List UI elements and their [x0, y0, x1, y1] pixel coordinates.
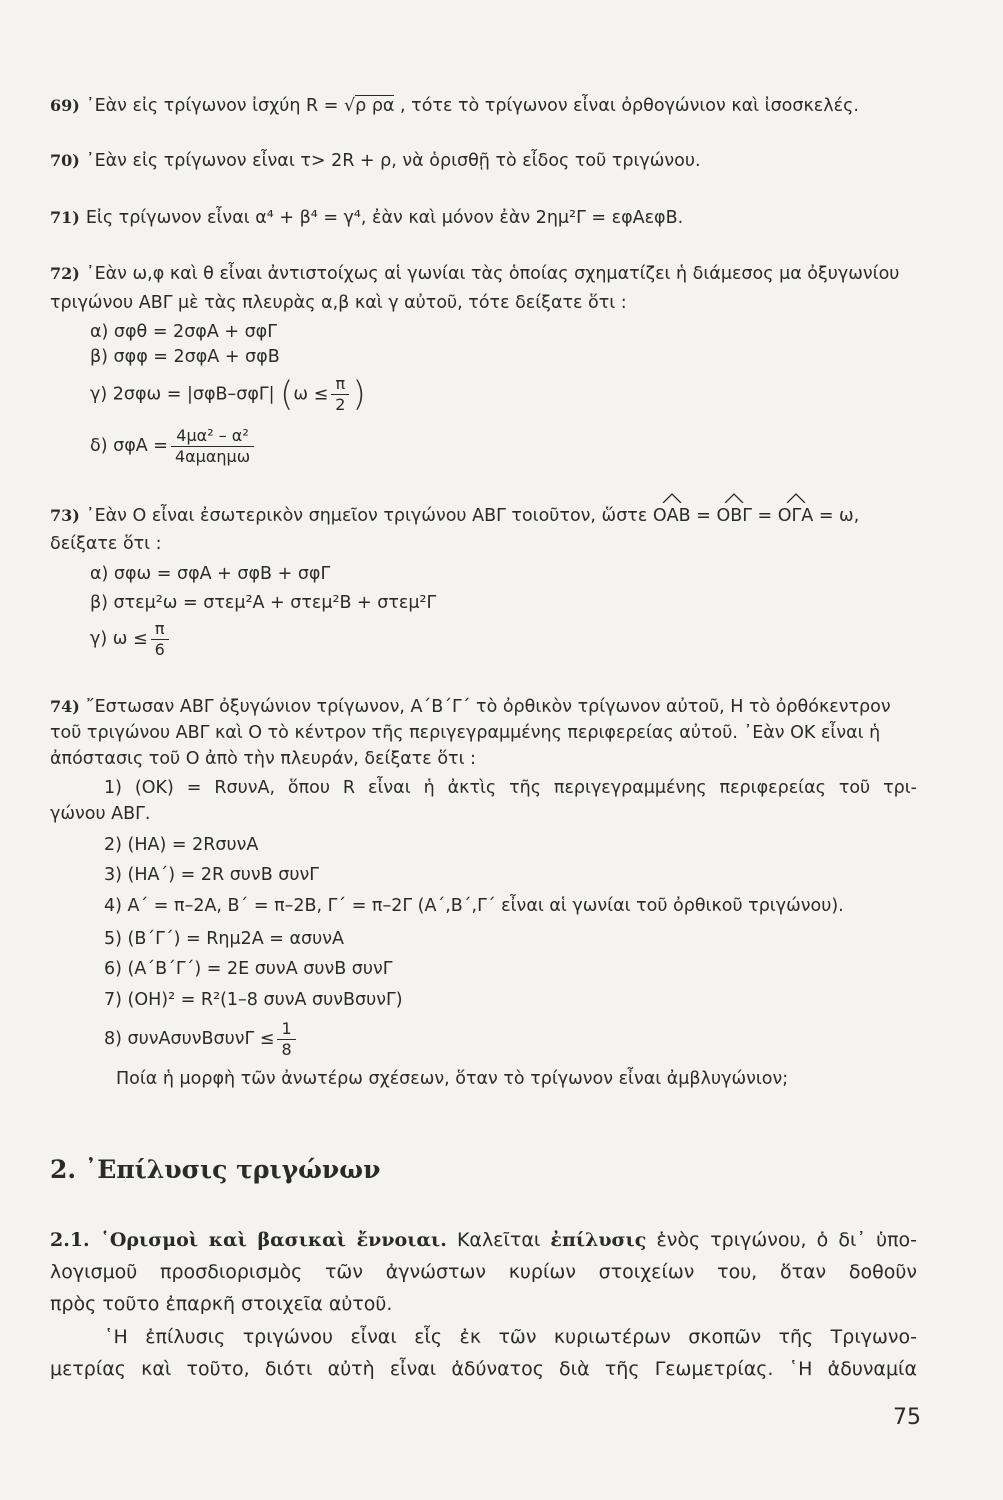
- sqrt-radicand: ρ ρα: [355, 96, 395, 116]
- angle-label: ΟΒΓ: [716, 506, 752, 526]
- exercise-74-line3: ἀπόστασις τοῦ Ο ἀπὸ τὴν πλευράν, δείξατε ὅτι :: [50, 749, 476, 769]
- exercise-number: 71): [50, 208, 80, 227]
- formula-lhs: δ) σφΑ =: [90, 436, 168, 456]
- fraction-denominator: 6: [151, 639, 169, 660]
- open-paren: (: [280, 374, 294, 415]
- angle-obg: [716, 505, 752, 527]
- exercise-70: [50, 150, 701, 172]
- fraction: [151, 619, 169, 660]
- fraction-numerator: π: [154, 618, 165, 638]
- exercise-72-c: [90, 374, 366, 415]
- exercise-text: ᾿Εὰν εἰς τρίγωνον εἶναι τ> 2R + ρ, νὰ ὁρισθῇ τὸ εἶδος τοῦ τριγώνου.: [85, 151, 701, 171]
- exercise-74-question: Ποία ἡ μορφὴ τῶν ἀνωτέρω σχέσεων, ὅταν τὸ τρίγωνον εἶναι ἀμβλυγώνιον;: [116, 1069, 789, 1089]
- exercise-74-item3: 3) (ΗΑ΄) = 2R συνΒ συνΓ: [104, 865, 320, 885]
- exercise-73-line1: [50, 505, 859, 527]
- exercise-text: ῎Εστωσαν ΑΒΓ ὀξυγώνιον τρίγωνον, Α΄Β΄Γ΄ τὸ ὀρθικὸν τρίγωνον αὐτοῦ, Η τὸ ὀρθόκεντρον: [85, 697, 891, 717]
- equals: =: [751, 506, 778, 526]
- exercise-74-item4: 4) Α΄ = π–2Α, Β΄ = π–2Β, Γ΄ = π–2Γ (Α΄,Β΄,Γ΄ εἶναι αἱ γωνίαι τοῦ ὀρθικοῦ τριγώνου).: [104, 896, 844, 916]
- fraction: [277, 1019, 295, 1060]
- subsection-heading: 2.1. ῾Ορισμοὶ καὶ βασικαὶ ἔννοιαι.: [50, 1229, 447, 1251]
- fraction: [171, 426, 254, 467]
- angle-hat-icon: [724, 493, 744, 503]
- fraction-denominator: 2: [331, 394, 349, 415]
- text: ἑνὸς τριγώνου, ὁ δι᾿ ὑπο-: [646, 1229, 917, 1251]
- formula-lhs: 8) συνΑσυνΒσυνΓ ≤: [104, 1029, 275, 1049]
- angle-oab: [653, 505, 691, 527]
- exercise-74-line2: τοῦ τριγώνου ΑΒΓ καὶ Ο τὸ κέντρον τῆς περιγεγραμμένης περιφερείας αὐτοῦ. ᾿Εὰν ΟΚ εἶναι ἡ: [50, 723, 881, 743]
- exercise-72-line1: [50, 263, 899, 285]
- exercise-74-item6: 6) (Α΄Β΄Γ΄) = 2Ε συνΑ συνΒ συνΓ: [104, 959, 393, 979]
- close-paren: ): [352, 374, 366, 415]
- page-number: 75: [893, 1405, 921, 1430]
- exercise-72-d: [90, 424, 257, 468]
- exercise-text: Εἰς τρίγωνον εἶναι α⁴ + β⁴ = γ⁴, ἐὰν καὶ μόνον ἐὰν 2ημ²Γ = εφΑεφΒ.: [85, 208, 684, 228]
- fraction-denominator: 8: [277, 1039, 295, 1060]
- angle-hat-icon: [786, 493, 806, 503]
- exercise-number: 73): [50, 506, 80, 525]
- angle-label: ΟΑΒ: [652, 506, 691, 526]
- exercise-73-a: α) σφω = σφΑ + σφΒ + σφΓ: [90, 564, 331, 584]
- exercise-73-b: β) στεμ²ω = στεμ²Α + στεμ²Β + στεμ²Γ: [90, 593, 437, 613]
- exercise-74-item1-cont: γώνου ΑΒΓ.: [50, 804, 151, 824]
- definition-line1: [50, 1227, 917, 1253]
- exercise-72-a: α) σφθ = 2σφΑ + σφΓ: [90, 322, 277, 342]
- equals: =: [690, 506, 717, 526]
- exercise-69: [50, 95, 859, 117]
- exercise-text: ᾿Εὰν Ο εἶναι ἐσωτερικὸν σημεῖον τριγώνου ΑΒΓ τοιοῦτον, ὥστε: [85, 506, 648, 526]
- exercise-74-item2: 2) (ΗΑ) = 2RσυνΑ: [104, 835, 259, 855]
- paragraph-line2: μετρίας καὶ τοῦτο, διότι αὐτὴ εἶναι ἀδύνατος διὰ τῆς Γεωμετρίας. ῾Η ἀδυναμία: [50, 1358, 917, 1380]
- fraction-numerator: 1: [281, 1018, 292, 1038]
- exercise-number: 74): [50, 697, 80, 716]
- exercise-text: ᾿Εὰν ω,φ καὶ θ εἶναι ἀντιστοίχως αἱ γωνίαι τὰς ὁποίας σχηματίζει ἡ διάμεσος μα ὀξυγωνίου: [85, 264, 900, 284]
- exercise-74-item8: [104, 1018, 299, 1060]
- exercise-72-line2: τριγώνου ΑΒΓ μὲ τὰς πλευρὰς α,β καὶ γ αὐτοῦ, τότε δείξατε ὅτι :: [50, 293, 627, 313]
- definition-line2: λογισμοῦ προσδιορισμὸς τῶν ἀγνώστων κυρίων στοιχείων του, ὅταν δοθοῦν: [50, 1261, 917, 1283]
- fraction-numerator: 4μα² – α²: [176, 425, 249, 445]
- fraction: [331, 374, 349, 415]
- exercise-text-cont: , τότε τὸ τρίγωνον εἶναι ὀρθογώνιον καὶ ἰσοσκελές.: [394, 96, 859, 116]
- text: Καλεῖται: [446, 1229, 551, 1251]
- exercise-number: 72): [50, 264, 80, 283]
- sqrt-symbol: √: [344, 96, 356, 116]
- exercise-73-c: [90, 618, 172, 660]
- exercise-number: 70): [50, 151, 80, 170]
- exercise-74-item7: 7) (ΟΗ)² = R²(1–8 συνΑ συνΒσυνΓ): [104, 990, 403, 1010]
- angle-oga: [778, 505, 814, 527]
- formula-lhs: γ) ω ≤: [90, 629, 148, 649]
- fraction-denominator: 4αμαημω: [171, 446, 254, 467]
- exercise-71: [50, 207, 683, 229]
- exercise-74-item1: 1) (ΟΚ) = RσυνΑ, ὅπου R εἶναι ἡ ἀκτὶς τῆς περιγεγραμμένης περιφερείας τοῦ τρι-: [104, 778, 917, 798]
- equals-omega: = ω,: [813, 506, 860, 526]
- defined-term: ἐπίλυσις: [550, 1229, 647, 1251]
- exercise-74-item5: 5) (Β΄Γ΄) = Rημ2Α = ασυνΑ: [104, 929, 345, 949]
- angle-hat-icon: [662, 493, 682, 503]
- formula-lhs: γ) 2σφω = |σφΒ–σφΓ|: [90, 384, 275, 405]
- angle-label: ΟΓΑ: [777, 506, 814, 526]
- paragraph-line1: ῾Η ἐπίλυσις τριγώνου εἶναι εἷς ἐκ τῶν κυριωτέρων σκοπῶν τῆς Τριγωνο-: [104, 1326, 917, 1348]
- exercise-74-line1: [50, 696, 891, 718]
- exercise-number: 69): [50, 96, 80, 115]
- exercise-72-b: β) σφφ = 2σφΑ + σφΒ: [90, 347, 280, 367]
- fraction-numerator: π: [335, 374, 346, 393]
- exercise-text: ᾿Εὰν εἰς τρίγωνον ἰσχύη R =: [85, 96, 344, 116]
- condition: ω ≤: [293, 384, 329, 405]
- definition-line3: πρὸς τοῦτο ἐπαρκῆ στοιχεῖα αὐτοῦ.: [50, 1293, 393, 1315]
- section-title: 2. ᾿Επίλυσις τριγώνων: [50, 1155, 381, 1184]
- exercise-73-line2: δείξατε ὅτι :: [50, 534, 162, 554]
